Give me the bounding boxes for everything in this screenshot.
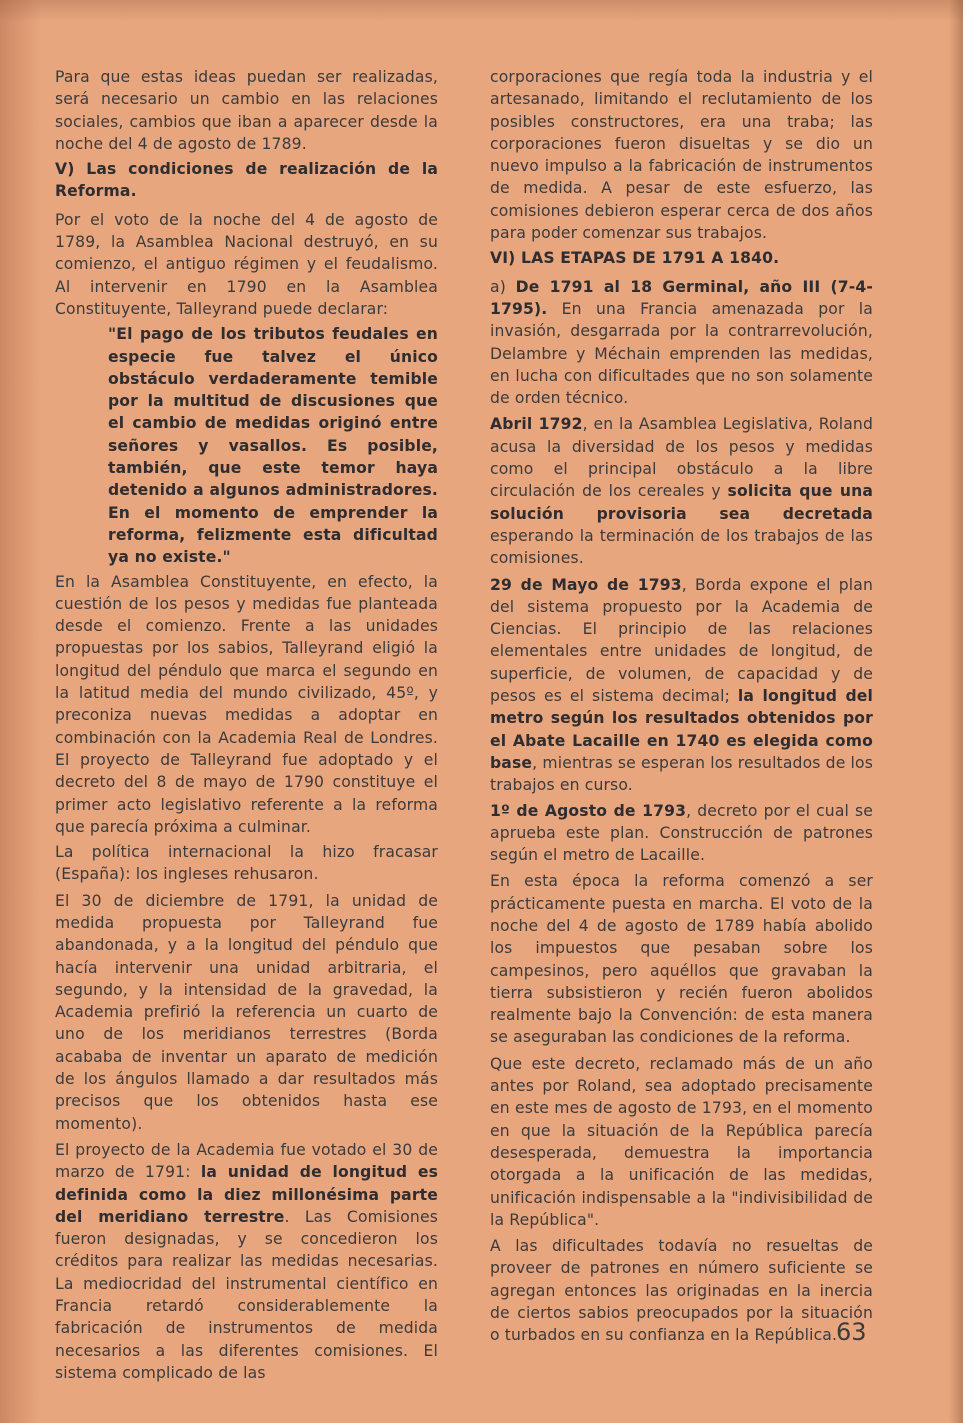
talleyrand-quote: "El pago de los tributos feudales en especie fue talvez el único obstáculo verdaderamente temible por la multitud de discusiones que el cambio de medidas originó entre señores y vasallos. Es posible, también, que este temor haya detenido a algunos administradores. En el momento de emprender la reforma, felizmente esta dificultad ya no existe." [108, 325, 438, 567]
paragraph [490, 413, 873, 569]
paragraph [490, 574, 873, 797]
paragraph: La política internacional la hizo fracasar (España): los ingleses rehusaron. [55, 843, 438, 884]
section-heading-v: V) Las condiciones de realización de la Reforma. [55, 160, 438, 201]
text-run: a) [490, 277, 516, 296]
text-run: El proyecto de la Academia fue votado el 30 de marzo de 1791: [55, 1140, 438, 1182]
paragraph: El 30 de diciembre de 1791, la unidad de medida propuesta por Talleyrand fue abandonada, y a la longitud del péndulo que hacía intervenir una unidad arbitraria, el segundo, y la intensidad de la gravedad, la Academia prefirió la referencia un cuarto de uno de los meridianos terrestres (Borda acababa de inventar un aparato de medición de los ángulos llamado a dar resultados más precisos que los obtenidos hasta ese momento). [55, 891, 438, 1133]
paragraph: A las dificultades todavía no resueltas de proveer de patrones en número suficiente se agregan entonces las originadas en la inercia de ciertos sabios preocupados por la situación o turbados en su confianza en la República. [490, 1237, 873, 1345]
subsection-title: De 1791 al 18 Germinal, año III (7-4-1795). [490, 277, 874, 318]
date-label: 29 de Mayo de 1793 [490, 575, 682, 594]
paragraph: corporaciones que regía toda la industria y el artesanado, limitando el reclutamiento de los posibles constructores, era una traba; las corporaciones fueron disueltas y se dio un nuevo impulso a la fabricación de instrumentos de medida. A pesar de este esfuerzo, las comisiones debieron esperar cerca de dos años para poder comenzar sus trabajos. [490, 68, 873, 243]
page-number: 63 [836, 1318, 867, 1346]
text-run: . Las Comisiones fueron designadas, y se concedieron los créditos para realizar las medidas necesarias. La mediocridad del instrumental científico en Francia retardó considerablemente la fabricación de instrumentos de medida necesarios a las diferentes comisiones. El sistema complicado de las [55, 1207, 438, 1382]
right-column [490, 66, 873, 1350]
paragraph: Por el voto de la noche del 4 de agosto de 1789, la Asamblea Nacional destruyó, en su comienzo, el antiguo régimen y el feudalismo. Al intervenir en 1790 en la Asamblea Constituyente, Talleyrand puede declarar: [55, 210, 438, 318]
bold-text-run: la unidad de longitud es definida como la diez millonésima parte del meridiano terrestre [55, 1163, 439, 1226]
paragraph: Que este decreto, reclamado más de un año antes por Roland, sea adoptado precisamente en este mes de agosto de 1793, en el momento en que la situación de la República parecía desesperada, demuestra la importancia otorgada a la unificación de las medidas, unificación indispensable a la "indivisibilidad de la República". [490, 1054, 873, 1229]
paragraph [55, 1139, 438, 1384]
text-run: En una Francia amenazada por la invasión, desgarrada por la contrarrevolución, Delambre y Méchain emprenden las medidas, en lucha con dificultades que no son solamente de orden técnico. [490, 299, 873, 408]
text-run: , Borda expone el plan del sistema propuesto por la Academia de Ciencias. El principio de las relaciones elementales entre unidades de longitud, de superficie, de volumen, de capacidad y de pesos es el sistema decimal; [490, 575, 873, 706]
bold-text-run: la longitud del metro según los resultados obtenidos por el Abate Lacaille en 1740 es elegida como base [490, 687, 873, 772]
date-label: Abril 1792 [490, 415, 583, 434]
text-run: , en la Asamblea Legislativa, Roland acusa la diversidad de los pesos y medidas como el principal obstáculo a la libre circulación de los cereales y [490, 415, 873, 501]
paragraph: En esta época la reforma comenzó a ser prácticamente puesta en marcha. El voto de la noche del 4 de agosto de 1789 había abolido los impuestos que pesaban sobre los campesinos, pero aquéllos que gravaban la tierra subsistieron y recién fueron abolidos realmente bajo la Convención: de esta manera se aseguraban las condiciones de la reforma. [490, 872, 873, 1047]
text-run: , decreto por el cual se aprueba este plan. Construcción de patrones según el metro de Lacaille. [490, 801, 874, 865]
date-label: 1º de Agosto de 1793 [490, 801, 687, 820]
text-run: , mientras se esperan los resultados de los trabajos en curso. [490, 753, 873, 795]
paragraph [490, 276, 873, 410]
section-heading-vi: VI) LAS ETAPAS DE 1791 A 1840. [490, 249, 780, 268]
bold-text-run: solicita que una solución provisoria sea decretada [490, 482, 873, 523]
paragraph: En la Asamblea Constituyente, en efecto, la cuestión de los pesos y medidas fue planteada desde el comienzo. Frente a las unidades propuestas por los sabios, Talleyrand eligió la longitud del péndulo que marca el segundo en la latitud media del mundo civilizado, 45º, y preconiza nuevas medidas a adoptar en combinación con la Academia Real de Londres. El proyecto de Talleyrand fue adoptado y el decreto del 8 de mayo de 1790 constituye el primer acto legislativo referente a la reforma que parecía próxima a culminar. [55, 572, 438, 836]
paragraph: Para que estas ideas puedan ser realizadas, será necesario un cambio en las relaciones sociales, cambios que iban a aparecer desde la noche del 4 de agosto de 1789. [55, 68, 438, 153]
text-run: esperando la terminación de los trabajos de las comisiones. [490, 526, 873, 568]
paragraph [490, 800, 873, 867]
left-column [55, 66, 438, 1387]
